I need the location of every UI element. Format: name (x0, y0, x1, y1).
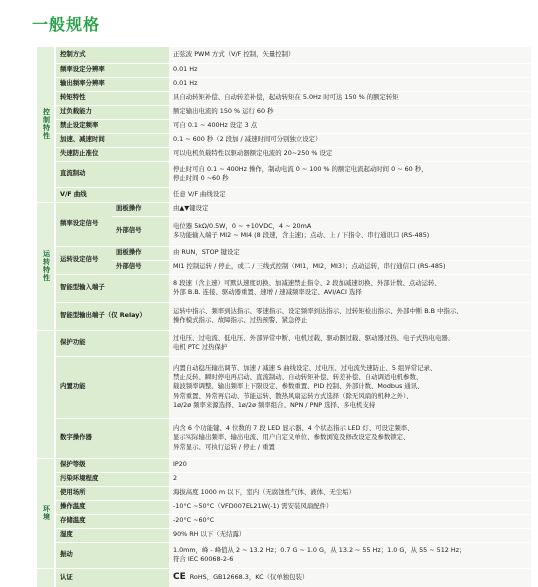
row-group-label: 频率设定信号 (55, 202, 112, 246)
row-value: IP20 (169, 458, 531, 472)
row-value: 可以电机负载特性以驱动器额定电流的 20~250 % 设定 (169, 147, 531, 161)
value-line: 8 段速（含主速）可默认速度切换、加减速禁止指令、2 段加减速切换、外部计数、点动运转、 (173, 278, 441, 287)
table-row (37, 105, 531, 119)
row-value: 可自 0.1 ~ 400Hz 设定 3 点 (169, 119, 531, 133)
row-label: 振动 (55, 542, 169, 568)
row-value: 额定输出电流的 150 % 运行 60 秒 (169, 105, 531, 119)
row-label: 使用场所 (55, 486, 169, 500)
row-value (169, 542, 531, 568)
row-label: 转矩特性 (55, 91, 169, 105)
table-row (37, 356, 531, 418)
value-line: 操作模式指示、故障指示、过热预警、紧急停止 (173, 316, 308, 324)
row-label: 控制方式 (55, 47, 169, 63)
table-row (37, 260, 531, 274)
table-row (37, 330, 531, 356)
row-value: 任意 V/F 曲线设定 (169, 187, 531, 202)
row-value (169, 568, 531, 587)
table-row (37, 161, 531, 187)
row-value: 0.1 ~ 600 秒（2 段加 / 减速时间可分别独立设定） (169, 133, 531, 147)
category-control (37, 47, 55, 202)
ce-mark-icon: CE (173, 572, 186, 583)
row-value: -20°C ~60°C (169, 514, 531, 528)
row-value: 0.01 Hz (169, 77, 531, 91)
row-label: 智能型输入端子 (55, 274, 169, 302)
row-sub-label: 外部信号 (112, 216, 169, 246)
value-line: 电位器 5kΩ/0.5W，0 ~ +10VDC，4 ~ 20mA (173, 221, 312, 230)
row-label: 过负载能力 (55, 105, 169, 119)
value-line: 禁止反转、瞬时停电再启动、直流制动、自动转矩补偿、转差补偿、自动调适电机参数、 (173, 373, 423, 382)
row-label: 失速防止准位 (55, 147, 169, 161)
value-line: 外部 B.B. 连接、驱动器重置、速增 / 速减频率设定、AVI/ACI 选择 (173, 288, 362, 296)
row-sub-label: 面板操作 (112, 246, 169, 260)
table-row (37, 246, 531, 260)
value-line: 1.0mm，峰 - 峰值从 2 ~ 13.2 Hz；0.7 G ~ 1.0 G，从 13.2 ~ 55 Hz；1.0 G，从 55 ~ 512 Hz； (173, 545, 466, 554)
value-line: 异常重置、异常再启动、节能运转、散热风扇运转方式选择（除无风扇的机种之外）、 (173, 391, 413, 400)
table-row (37, 216, 531, 246)
row-value: 海拔高度 1000 m 以下，室内（无腐蚀性气体、液体、无尘垢） (169, 486, 531, 500)
category-env (37, 458, 55, 568)
table-row (37, 542, 531, 568)
category-run (37, 202, 55, 330)
row-value: 0.01 Hz (169, 63, 531, 77)
row-label: 禁止设定频率 (55, 119, 169, 133)
category-blank (37, 330, 55, 458)
value-line: 内含 6 个功能键、4 位数的 7 段 LED 显示器、4 个状态指示 LED 灯、可设定频率、 (173, 424, 414, 433)
table-row (37, 202, 531, 216)
category-label: 控制特性 (42, 108, 51, 141)
value-line: 异常显示、可执行运转 / 停止 / 重置 (173, 442, 275, 451)
row-label: 数字操作器 (55, 418, 169, 458)
table-row (37, 274, 531, 302)
cert-text: RoHS，GB12668.3，KC（仅单独包装） (189, 573, 309, 582)
table-row (37, 418, 531, 458)
table-row (37, 91, 531, 105)
row-label: 输出频率分辨率 (55, 77, 169, 91)
category-label: 环境 (42, 505, 51, 521)
value-line: 运转中指示、频率到达指示、零速指示、设定频率到达指示、过转矩检出指示、外部中断 B.B 中指示、 (173, 306, 463, 315)
table-row (37, 133, 531, 147)
row-value (169, 216, 531, 246)
value-line: 符合 IEC 60068-2-6 (173, 555, 234, 563)
table-row (37, 568, 531, 587)
row-value (169, 161, 531, 187)
row-value (169, 418, 531, 458)
row-sub-label: 面板操作 (112, 202, 169, 216)
row-label: 污染环境程度 (55, 472, 169, 486)
row-label: 湿度 (55, 528, 169, 542)
value-line: 停止时间 0 ~60 秒 (173, 174, 229, 182)
row-value: -10°C ~50°C（VFD007EL21W(-1) 需安装风扇配件） (169, 500, 531, 514)
row-value: 正弦波 PWM 方式（V/F 控制，矢量控制） (169, 47, 531, 63)
row-label: 内置功能 (55, 356, 169, 418)
table-row (37, 47, 531, 63)
row-value: 由▲▼键设定 (169, 202, 531, 216)
row-value (169, 356, 531, 418)
row-label: 存储温度 (55, 514, 169, 528)
table-row (37, 500, 531, 514)
row-label: 保护功能 (55, 330, 169, 356)
row-group-label: 运转设定信号 (55, 246, 112, 274)
row-label: 加速、减速时间 (55, 133, 169, 147)
row-label: 保护等级 (55, 458, 169, 472)
row-value (169, 302, 531, 330)
table-row (37, 514, 531, 528)
row-label: V/F 曲线 (55, 187, 169, 202)
page-title: 一般规格 (32, 15, 101, 34)
table-row (37, 302, 531, 330)
table-row (37, 528, 531, 542)
row-label: 认证 (55, 568, 169, 587)
category-blank (37, 568, 55, 587)
row-label: 操作温度 (55, 500, 169, 514)
table-row (37, 458, 531, 472)
row-value: 由 RUN，STOP 键设定 (169, 246, 531, 260)
value-line: 多功能输入端子 MI2 ~ MI4 (8 段速，含主速)；点动、上 / 下指令、串行通讯口 (RS-485) (173, 231, 430, 239)
table-row (37, 472, 531, 486)
value-line: 停止时可自 0.1 ~ 400Hz 操作，制动电流 0 ~ 100 % 的额定电流起动时间 0 ~ 60 秒， (173, 164, 428, 173)
row-value: 具自动转矩补偿、自动转差补偿，起动转矩在 5.0Hz 时可达 150 % 的额定转矩 (169, 91, 531, 105)
value-line: 电机 PTC 过热保护 (173, 343, 228, 351)
row-value (169, 274, 531, 302)
value-line: 内置自动稳压输出调节、加速 / 减速 S 曲线设定、过电压、过电流失速防止、5 组异常记录、 (173, 363, 437, 372)
row-label: 频率设定分辨率 (55, 63, 169, 77)
table-row (37, 63, 531, 77)
row-value: MI1 控制运转 / 停止，或二 / 三线式控制（MI1，MI2，MI3）；点动运转，串行通信口 (RS-485) (169, 260, 531, 274)
value-line: 1ø/2ø 频率来源选择、1ø/2ø 频率组合、NPN / PNP 选择、多电机支持 (173, 400, 376, 409)
value-line: 显示实际输出频率、输出电流、用户自定义单位、参数浏览及修改设定及参数锁定、 (173, 433, 410, 442)
table-row (37, 486, 531, 500)
table-row (37, 77, 531, 91)
row-label: 智能型输出端子（仅 Relay） (55, 302, 169, 330)
category-label: 运转特性 (42, 250, 51, 282)
row-sub-label: 外部信号 (112, 260, 169, 274)
value-line: 载波频率调整、输出频率上下限设定、参数重置、PID 控制、外部计数、Modbus 通讯、 (173, 382, 424, 391)
row-label: 直流制动 (55, 161, 169, 187)
spec-table (37, 47, 531, 587)
table-row (37, 187, 531, 202)
value-line: 过电压、过电流、低电压、外部异常中断、电机过载、驱动器过载、驱动器过热、电子式热电电器、 (173, 333, 455, 342)
row-value: 2 (169, 472, 531, 486)
table-row (37, 147, 531, 161)
row-value: 90% RH 以下（无结露） (169, 528, 531, 542)
row-value (169, 330, 531, 356)
table-row (37, 119, 531, 133)
